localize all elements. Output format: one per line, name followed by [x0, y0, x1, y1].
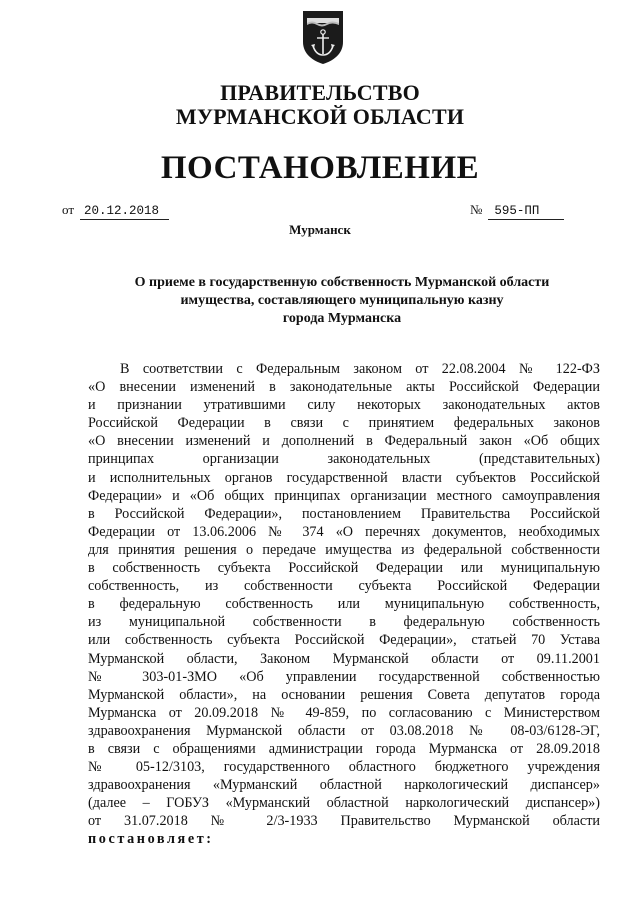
body-line: здравоохранения Мурманской области от 03.08.2018 № 08-03/6128-ЭГ, [88, 722, 600, 739]
body-line: и признании утратившими силу некоторых законодательных актов [88, 397, 600, 414]
body-line: Федерации» и «Об общих принципах организации местного самоуправления [88, 487, 600, 504]
date-row [62, 202, 169, 220]
body-line: и исполнительных органов государственной власти субъектов Российской [88, 469, 600, 486]
body-line: Мурманской области», на основании решения Совета депутатов города [88, 686, 600, 703]
number-row [470, 202, 564, 220]
body-line: Мурманской области, Законом Мурманской области от 09.11.2001 [88, 650, 600, 667]
body-text [88, 360, 600, 849]
body-line: собственность, из собственности субъекта Российской Федерации [88, 578, 600, 595]
body-line: № 303-01-ЗМО «Об управлении государственной собственностью [88, 668, 600, 685]
body-line: принципах организации законодательных (представительных) [88, 451, 600, 468]
body-line: Российской Федерации в связи с принятием федеральных законов [88, 415, 600, 432]
number-value: 595-ПП [488, 204, 564, 220]
body-line: Федерации от 13.06.2006 № 374 «О перечнях документов, необходимых [88, 523, 600, 540]
subject-line: города Мурманска [282, 311, 402, 326]
org-name-line2: МУРМАНСКОЙ ОБЛАСТИ [175, 104, 465, 129]
body-line: здравоохранения «Мурманский областной наркологический диспансер» [88, 777, 600, 794]
body-line: № 05-12/3103, государственного областного бюджетного учреждения [88, 759, 600, 776]
number-label: № [470, 202, 483, 217]
subject-line: имущества, составляющего муниципальную казну [180, 293, 504, 308]
body-line: в федеральную собственность или муниципальную собственность, [88, 596, 600, 613]
org-name-line1: ПРАВИТЕЛЬСТВО [220, 80, 420, 105]
document-type-title: ПОСТАНОВЛЕНИЕ [160, 150, 480, 186]
date-label: от [62, 202, 75, 217]
body-line: из муниципальной собственности в федеральную собственность [88, 614, 600, 631]
body-line: в собственность субъекта Российской Федерации или муниципальную [88, 560, 600, 577]
body-line: (далее – ГОБУЗ «Мурманский областной наркологический диспансер») [88, 795, 600, 812]
body-line: «О внесении изменений и дополнений в Федеральный закон «Об общих [88, 433, 600, 450]
city-name: Мурманск [289, 222, 351, 237]
date-value: 20.12.2018 [80, 204, 169, 220]
coat-of-arms-icon [300, 8, 346, 66]
body-line: или собственность субъекта Российской Федерации», статьей 70 Устава [88, 632, 600, 649]
subject-line: О приеме в государственную собственность Мурманской области [134, 275, 550, 290]
body-line: в связи с обращениями администрации города Мурманска от 28.09.2018 [88, 740, 600, 757]
body-line: в Российской Федерации», постановлением Правительства Российской [88, 505, 600, 522]
body-line: от 31.07.2018 № 2/3-1933 Правительство Мурманской области [88, 813, 600, 830]
closing-word: постановляет: [88, 831, 214, 848]
body-line: Мурманска от 20.09.2018 № 49-859, по согласованию с Министерством [88, 704, 600, 721]
body-line: для принятия решения о передаче имущества из федеральной собственности [88, 541, 600, 558]
body-line: «О внесении изменений в законодательные акты Российской Федерации [88, 379, 600, 396]
body-line: В соответствии с Федеральным законом от 22.08.2004 № 122-ФЗ [120, 361, 600, 377]
document-subject [112, 274, 572, 328]
